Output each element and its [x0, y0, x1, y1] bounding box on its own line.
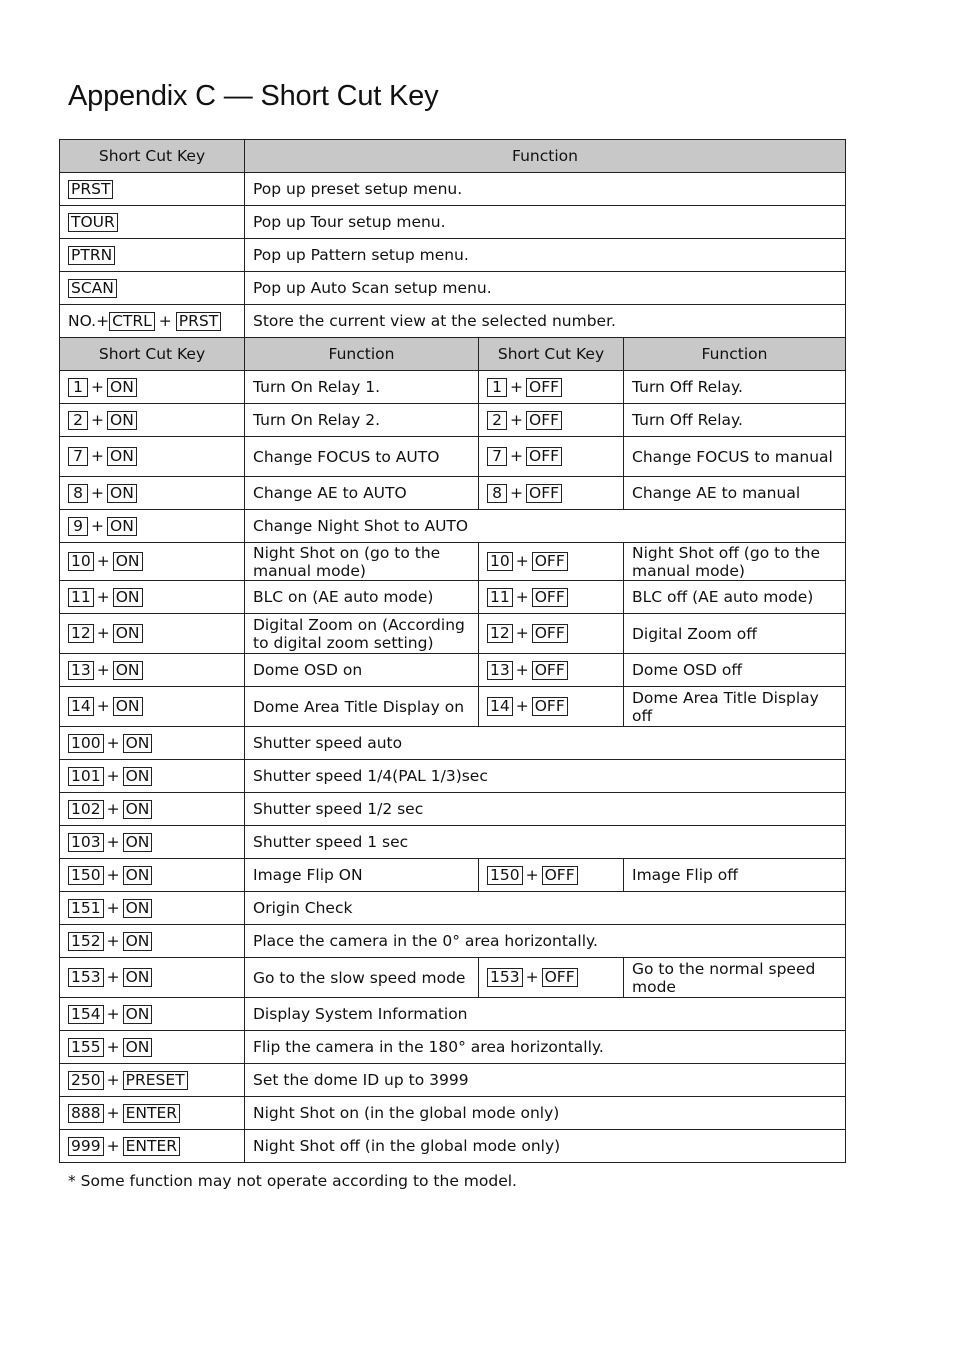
shortcut-key-cell — [479, 543, 624, 581]
key-label: PTRN — [68, 246, 115, 265]
key-label: 154 — [68, 1005, 104, 1024]
key-label: ON — [123, 1005, 153, 1024]
function-cell: Shutter speed 1/4(PAL 1/3)sec — [245, 760, 846, 793]
function-cell: Change Night Shot to AUTO — [245, 510, 846, 543]
key-label: 12 — [487, 624, 513, 643]
shortcut-key-cell — [479, 614, 624, 654]
plus-sign: + — [510, 410, 523, 429]
function-cell: Turn Off Relay. — [624, 404, 846, 437]
shortcut-key-cell — [479, 581, 624, 614]
shortcut-key-cell — [60, 206, 245, 239]
key-label: PRST — [68, 180, 113, 199]
key-label: 11 — [68, 588, 94, 607]
key-label: 11 — [487, 588, 513, 607]
function-cell: Night Shot off (go to the manual mode) — [624, 543, 846, 581]
key-label: ON — [113, 697, 143, 716]
table-row — [60, 654, 846, 687]
function-cell: Night Shot on (in the global mode only) — [245, 1097, 846, 1130]
plus-sign: + — [91, 377, 104, 396]
plus-sign: + — [106, 865, 120, 884]
plus-sign: + — [106, 1103, 120, 1122]
shortcut-key-cell — [60, 477, 245, 510]
shortcut-key-cell — [60, 793, 245, 826]
key-label: OFF — [532, 697, 568, 716]
function-cell: Pop up preset setup menu. — [245, 173, 846, 206]
shortcut-key-cell — [60, 892, 245, 925]
shortcut-key-cell — [60, 1130, 245, 1163]
key-label: OFF — [526, 411, 562, 430]
table-row — [60, 510, 846, 543]
shortcut-key-cell — [60, 1097, 245, 1130]
key-label: 999 — [68, 1137, 104, 1156]
plus-sign: + — [106, 1070, 120, 1089]
shortcut-key-cell — [60, 687, 245, 727]
key-label: 8 — [487, 484, 507, 503]
key-label: ON — [107, 447, 137, 466]
function-cell: Image Flip ON — [245, 859, 479, 892]
table-row — [60, 305, 846, 338]
key-label: PRESET — [123, 1071, 188, 1090]
key-label: 101 — [68, 767, 104, 786]
key-label: 153 — [68, 968, 104, 987]
key-label: ON — [123, 968, 153, 987]
plus-sign: + — [96, 587, 110, 606]
table-header-row — [60, 140, 846, 173]
function-cell: Go to the normal speed mode — [624, 958, 846, 998]
shortcut-key-cell — [60, 543, 245, 581]
table-row — [60, 1097, 846, 1130]
plus-sign: + — [91, 483, 104, 502]
shortcut-key-cell — [479, 654, 624, 687]
table-row — [60, 543, 846, 581]
shortcut-key-cell — [60, 826, 245, 859]
plus-sign: + — [96, 552, 110, 570]
plus-sign: + — [515, 660, 529, 679]
key-label: 10 — [68, 552, 94, 571]
key-label: ENTER — [123, 1137, 180, 1156]
key-label: ON — [113, 624, 143, 643]
shortcut-key-cell — [60, 437, 245, 477]
function-cell: Turn On Relay 1. — [245, 371, 479, 404]
table-row — [60, 206, 846, 239]
table-row — [60, 173, 846, 206]
function-cell: Shutter speed auto — [245, 727, 846, 760]
key-label: 7 — [487, 447, 507, 466]
function-cell: Change AE to manual — [624, 477, 846, 510]
table-row — [60, 760, 846, 793]
function-cell: BLC on (AE auto mode) — [245, 581, 479, 614]
key-label: 14 — [487, 697, 513, 716]
key-prefix: NO.+ — [68, 311, 110, 330]
key-label: 1 — [68, 378, 88, 397]
plus-sign: + — [525, 865, 539, 884]
function-cell: Display System Information — [245, 998, 846, 1031]
function-cell: Go to the slow speed mode — [245, 958, 479, 998]
function-cell: Pop up Auto Scan setup menu. — [245, 272, 846, 305]
key-label: OFF — [526, 447, 562, 466]
plus-sign: + — [96, 624, 110, 642]
table-row — [60, 958, 846, 998]
key-label: OFF — [542, 968, 578, 987]
table-row — [60, 371, 846, 404]
function-cell: BLC off (AE auto mode) — [624, 581, 846, 614]
key-label: 151 — [68, 899, 104, 918]
key-label: OFF — [526, 378, 562, 397]
shortcut-key-cell — [479, 404, 624, 437]
key-label: 13 — [487, 661, 513, 680]
plus-sign: + — [106, 968, 120, 986]
key-label: 14 — [68, 697, 94, 716]
function-cell: Dome Area Title Display on — [245, 687, 479, 727]
plus-sign: + — [106, 766, 120, 785]
shortcut-key-cell — [60, 958, 245, 998]
table-row — [60, 614, 846, 654]
shortcut-key-cell — [479, 859, 624, 892]
function-cell: Image Flip off — [624, 859, 846, 892]
plus-sign: + — [510, 447, 523, 465]
function-cell: Store the current view at the selected number. — [245, 305, 846, 338]
table-row — [60, 581, 846, 614]
key-label: 8 — [68, 484, 88, 503]
shortcut-key-cell — [60, 925, 245, 958]
key-label: 150 — [68, 866, 104, 885]
header-cell: Function — [245, 338, 479, 371]
function-cell: Shutter speed 1 sec — [245, 826, 846, 859]
table-row — [60, 859, 846, 892]
key-label: ON — [113, 661, 143, 680]
plus-sign: + — [106, 1136, 120, 1155]
key-label: 888 — [68, 1104, 104, 1123]
plus-sign: + — [515, 552, 529, 570]
shortcut-key-cell — [60, 859, 245, 892]
function-cell: Dome Area Title Display off — [624, 687, 846, 727]
shortcut-key-cell — [479, 437, 624, 477]
function-cell: Change FOCUS to AUTO — [245, 437, 479, 477]
key-label: OFF — [532, 624, 568, 643]
function-cell: Shutter speed 1/2 sec — [245, 793, 846, 826]
key-label: ENTER — [123, 1104, 180, 1123]
function-cell: Night Shot on (go to the manual mode) — [245, 543, 479, 581]
key-label: PRST — [176, 312, 221, 331]
table-row — [60, 477, 846, 510]
header-cell: Function — [624, 338, 846, 371]
key-label: 155 — [68, 1038, 104, 1057]
function-cell: Place the camera in the 0° area horizontally. — [245, 925, 846, 958]
shortcut-key-cell — [479, 371, 624, 404]
table-row — [60, 404, 846, 437]
key-label: ON — [107, 517, 137, 536]
shortcut-key-cell — [60, 614, 245, 654]
key-label: 150 — [487, 866, 523, 885]
plus-sign: + — [106, 898, 120, 917]
function-cell: Turn Off Relay. — [624, 371, 846, 404]
shortcut-key-cell — [60, 371, 245, 404]
key-label: ON — [123, 899, 153, 918]
table-row — [60, 793, 846, 826]
function-cell: Pop up Tour setup menu. — [245, 206, 846, 239]
key-label: ON — [123, 800, 153, 819]
shortcut-key-cell — [60, 404, 245, 437]
key-label: 2 — [68, 411, 88, 430]
plus-sign: + — [515, 624, 529, 642]
key-label: 153 — [487, 968, 523, 987]
key-label: ON — [123, 767, 153, 786]
key-label: ON — [123, 932, 153, 951]
key-label: 12 — [68, 624, 94, 643]
key-label: 2 — [487, 411, 507, 430]
function-cell: Origin Check — [245, 892, 846, 925]
key-label: TOUR — [68, 213, 118, 232]
table-row — [60, 239, 846, 272]
header-cell: Short Cut Key — [60, 140, 245, 173]
plus-sign: + — [106, 1037, 120, 1056]
function-cell: Dome OSD off — [624, 654, 846, 687]
header-cell: Short Cut Key — [60, 338, 245, 371]
key-label: ON — [123, 833, 153, 852]
shortcut-key-cell — [60, 1031, 245, 1064]
function-cell: Dome OSD on — [245, 654, 479, 687]
shortcut-key-cell — [60, 510, 245, 543]
function-cell: Flip the camera in the 180° area horizontally. — [245, 1031, 846, 1064]
shortcut-key-cell — [60, 581, 245, 614]
key-label: OFF — [532, 661, 568, 680]
shortcut-key-cell — [60, 760, 245, 793]
function-cell: Digital Zoom on (According to digital zoom setting) — [245, 614, 479, 654]
shortcut-key-cell — [60, 173, 245, 206]
function-cell: Change FOCUS to manual — [624, 437, 846, 477]
plus-sign: + — [158, 311, 172, 330]
key-label: OFF — [532, 588, 568, 607]
key-label: ON — [107, 484, 137, 503]
plus-sign: + — [96, 697, 110, 715]
shortcut-key-cell — [60, 727, 245, 760]
table-row — [60, 272, 846, 305]
key-label: ON — [107, 378, 137, 397]
table-row — [60, 1064, 846, 1097]
plus-sign: + — [106, 931, 120, 950]
key-label: ON — [113, 588, 143, 607]
shortcut-key-cell — [479, 687, 624, 727]
key-label: OFF — [542, 866, 578, 885]
table-row — [60, 892, 846, 925]
plus-sign: + — [91, 447, 104, 465]
key-label: 1 — [487, 378, 507, 397]
table-row — [60, 826, 846, 859]
header-cell: Function — [245, 140, 846, 173]
header-cell: Short Cut Key — [479, 338, 624, 371]
key-label: 250 — [68, 1071, 104, 1090]
function-cell: Set the dome ID up to 3999 — [245, 1064, 846, 1097]
table-row — [60, 687, 846, 727]
table-row — [60, 727, 846, 760]
key-label: 9 — [68, 517, 88, 536]
table-row — [60, 998, 846, 1031]
footnote: * Some function may not operate according to the model. — [68, 1172, 517, 1190]
plus-sign: + — [96, 660, 110, 679]
shortcut-key-cell — [479, 477, 624, 510]
plus-sign: + — [106, 1004, 120, 1023]
key-label: 7 — [68, 447, 88, 466]
table-row — [60, 1130, 846, 1163]
plus-sign: + — [106, 733, 120, 752]
table-header-row — [60, 338, 846, 371]
plus-sign: + — [106, 832, 120, 851]
function-cell: Change AE to AUTO — [245, 477, 479, 510]
shortcut-key-cell — [60, 998, 245, 1031]
shortcut-key-cell — [60, 239, 245, 272]
key-label: ON — [113, 552, 143, 571]
key-label: OFF — [532, 552, 568, 571]
key-label: SCAN — [68, 279, 117, 298]
shortcut-key-cell — [60, 272, 245, 305]
page-title: Appendix C — Short Cut Key — [68, 80, 439, 112]
plus-sign: + — [106, 799, 120, 818]
function-cell: Turn On Relay 2. — [245, 404, 479, 437]
plus-sign: + — [91, 410, 104, 429]
shortcut-key-cell — [60, 654, 245, 687]
plus-sign: + — [515, 587, 529, 606]
key-label: 152 — [68, 932, 104, 951]
plus-sign: + — [515, 697, 529, 715]
shortcut-key-cell — [479, 958, 624, 998]
key-label: ON — [107, 411, 137, 430]
key-label: CTRL — [109, 312, 155, 331]
plus-sign: + — [91, 516, 104, 535]
plus-sign: + — [525, 968, 539, 986]
function-cell: Night Shot off (in the global mode only) — [245, 1130, 846, 1163]
table-row — [60, 925, 846, 958]
function-cell: Digital Zoom off — [624, 614, 846, 654]
table-row — [60, 1031, 846, 1064]
shortcut-key-cell — [60, 305, 245, 338]
shortcut-key-cell — [60, 1064, 245, 1097]
key-label: 10 — [487, 552, 513, 571]
key-label: 100 — [68, 734, 104, 753]
key-label: 103 — [68, 833, 104, 852]
plus-sign: + — [510, 483, 523, 502]
key-label: 102 — [68, 800, 104, 819]
table-row — [60, 437, 846, 477]
shortcut-table — [59, 139, 846, 1163]
key-label: ON — [123, 734, 153, 753]
function-cell: Pop up Pattern setup menu. — [245, 239, 846, 272]
key-label: ON — [123, 1038, 153, 1057]
key-label: 13 — [68, 661, 94, 680]
plus-sign: + — [510, 377, 523, 396]
key-label: OFF — [526, 484, 562, 503]
key-label: ON — [123, 866, 153, 885]
